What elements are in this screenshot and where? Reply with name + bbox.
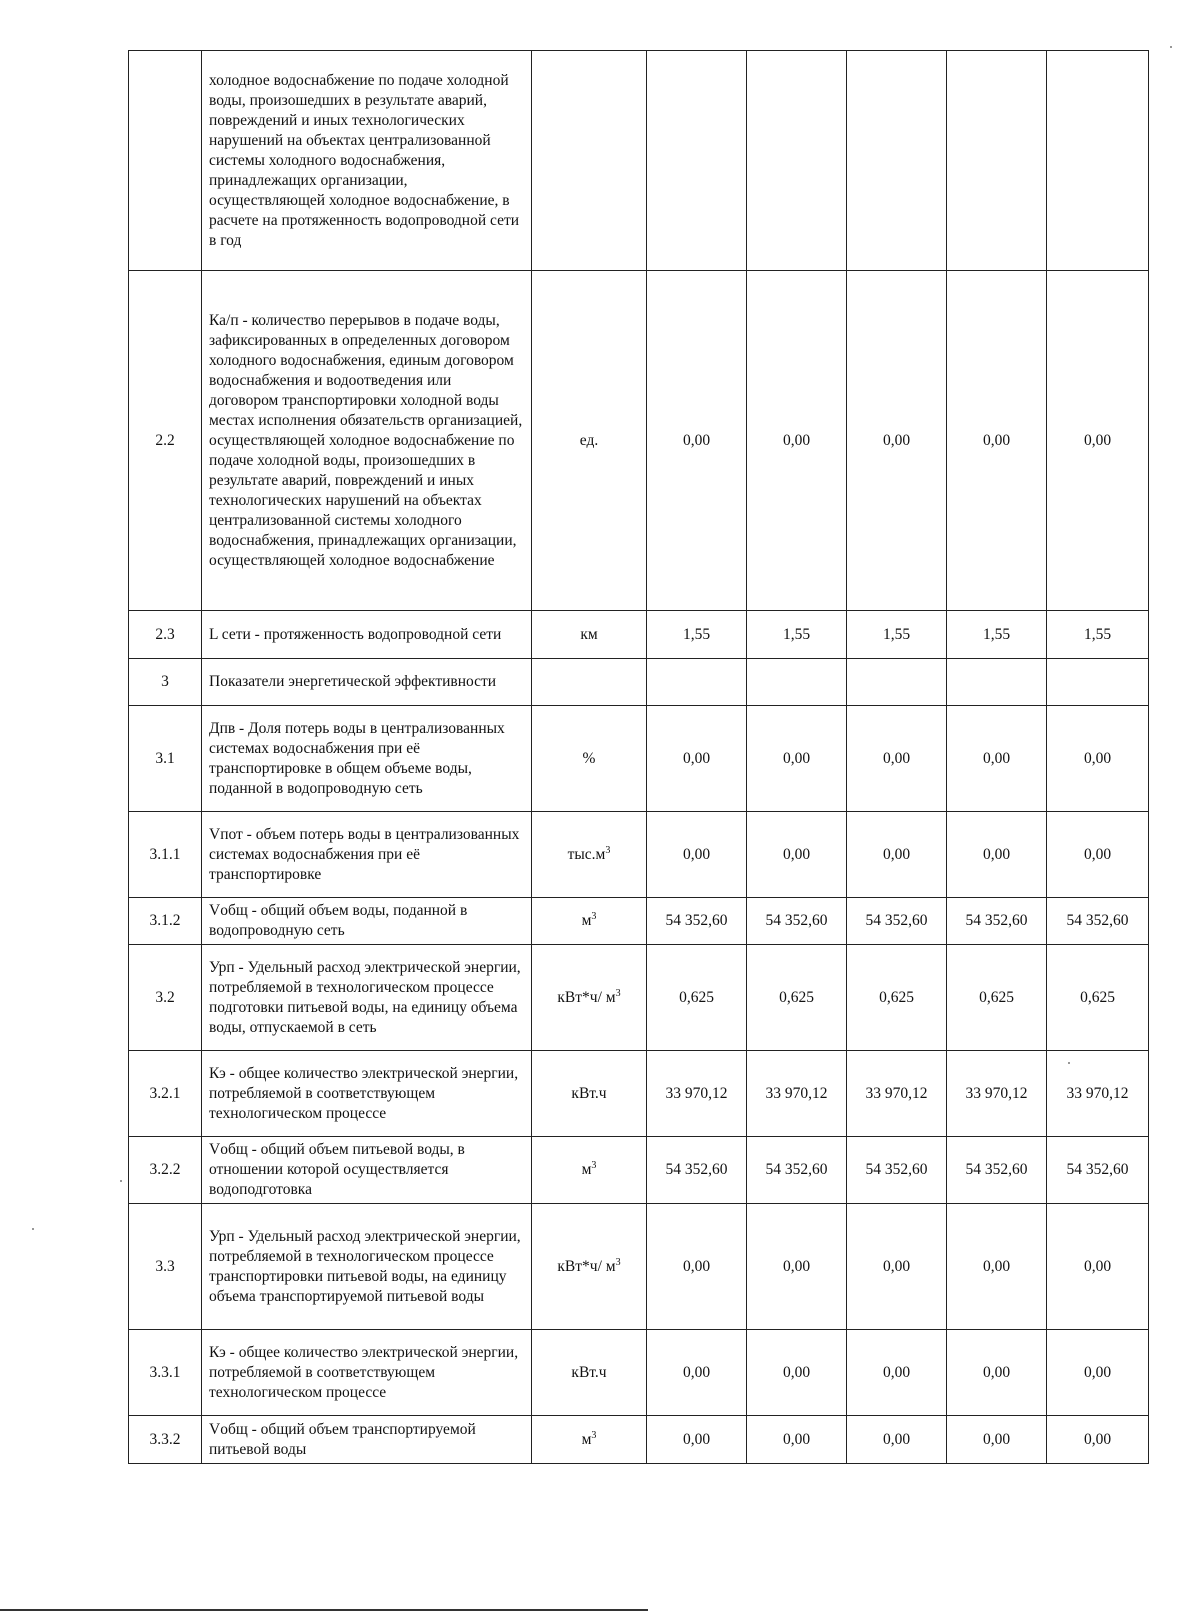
row-number: 2.2 [129, 271, 202, 611]
value-cell: 0,00 [647, 1330, 747, 1416]
indicator-name: Урп - Удельный расход электрической энергии, потребляемой в технологическом процессе подготовки питьевой воды, на единицу объема воды, отпускаемой в сеть [202, 945, 532, 1051]
table-row [129, 611, 1149, 659]
value-cell: 0,00 [947, 1204, 1047, 1330]
value-cell: 0,00 [1047, 706, 1149, 812]
value-cell: 54 352,60 [1047, 1137, 1149, 1204]
row-number: 3.1 [129, 706, 202, 812]
row-number: 3.2.2 [129, 1137, 202, 1204]
value-cell: 0,00 [647, 706, 747, 812]
unit-label: м [581, 1161, 592, 1178]
value-cell [747, 51, 847, 271]
table-row [129, 659, 1149, 706]
value-cell: 0,00 [847, 1330, 947, 1416]
indicator-name: Vобщ - общий объем воды, поданной в водопроводную сеть [202, 898, 532, 945]
value-cell: 0,00 [947, 1416, 1047, 1464]
value-cell: 0,00 [747, 271, 847, 611]
value-cell: 0,625 [847, 945, 947, 1051]
value-cell: 1,55 [847, 611, 947, 659]
indicators-table [128, 50, 1149, 1464]
unit-cell [532, 1051, 647, 1137]
value-cell: 0,00 [647, 1416, 747, 1464]
value-cell [747, 659, 847, 706]
unit-label: м [581, 1430, 592, 1448]
scan-speck [1068, 1062, 1070, 1064]
unit-exponent: 3 [615, 1256, 621, 1268]
table-body [129, 51, 1149, 1464]
unit-label: кВт.ч [571, 1084, 607, 1102]
scan-speck [32, 1228, 34, 1230]
unit-label: км [580, 625, 598, 643]
value-cell: 0,00 [647, 1204, 747, 1330]
table-row [129, 898, 1149, 945]
value-cell: 0,00 [847, 271, 947, 611]
value-cell [1047, 51, 1149, 271]
value-cell: 54 352,60 [947, 1137, 1047, 1204]
unit-cell [532, 945, 647, 1051]
value-cell: 0,00 [947, 706, 1047, 812]
unit-label: % [582, 749, 596, 767]
indicator-name: холодное водоснабжение по подаче холодной воды, произошедших в результате аварий, повреждений и иных технологических нарушений на объектах централизованной системы холодного водоснабжения, принадлежащих организации, осуществляющей холодное водоснабжение, в расчете на протяженность водопроводной сети в год [202, 51, 532, 271]
indicator-name: Показатели энергетической эффективности [202, 659, 532, 706]
value-cell: 1,55 [647, 611, 747, 659]
value-cell: 0,625 [647, 945, 747, 1051]
unit-cell [532, 1416, 647, 1464]
value-cell: 0,00 [1047, 271, 1149, 611]
unit-exponent: 3 [591, 1429, 597, 1441]
value-cell [647, 51, 747, 271]
value-cell: 0,00 [847, 706, 947, 812]
value-cell: 0,00 [947, 1330, 1047, 1416]
value-cell: 0,00 [747, 1416, 847, 1464]
value-cell: 0,625 [1047, 945, 1149, 1051]
unit-label: ед. [579, 431, 599, 449]
value-cell: 0,00 [1047, 812, 1149, 898]
row-number: 3.3.2 [129, 1416, 202, 1464]
value-cell: 33 970,12 [947, 1051, 1047, 1137]
value-cell: 1,55 [1047, 611, 1149, 659]
unit-cell [532, 812, 647, 898]
unit-cell [532, 898, 647, 945]
row-number: 3.3 [129, 1204, 202, 1330]
unit-cell [532, 611, 647, 659]
value-cell: 0,00 [847, 1204, 947, 1330]
unit-cell [532, 1204, 647, 1330]
row-number: 2.3 [129, 611, 202, 659]
value-cell [647, 659, 747, 706]
value-cell [947, 51, 1047, 271]
value-cell: 1,55 [947, 611, 1047, 659]
value-cell: 0,00 [847, 812, 947, 898]
indicator-name: Кэ - общее количество электрической энергии, потребляемой в соответствующем технологическом процессе [202, 1051, 532, 1137]
value-cell [1047, 659, 1149, 706]
table-row [129, 1051, 1149, 1137]
scan-speck [120, 1180, 122, 1182]
value-cell: 33 970,12 [647, 1051, 747, 1137]
value-cell: 54 352,60 [747, 898, 847, 945]
value-cell: 0,00 [947, 812, 1047, 898]
value-cell [847, 51, 947, 271]
value-cell [847, 659, 947, 706]
table-row [129, 1137, 1149, 1204]
unit-exponent: 3 [591, 1160, 597, 1171]
unit-cell [532, 1330, 647, 1416]
unit-cell [532, 659, 647, 706]
row-number: 3.2.1 [129, 1051, 202, 1137]
table-row [129, 706, 1149, 812]
row-number: 3.2 [129, 945, 202, 1051]
table-row [129, 1416, 1149, 1464]
table-row [129, 1330, 1149, 1416]
table-row [129, 51, 1149, 271]
unit-cell [532, 51, 647, 271]
table-row [129, 1204, 1149, 1330]
unit-cell [532, 706, 647, 812]
value-cell: 0,625 [947, 945, 1047, 1051]
value-cell: 0,00 [747, 1330, 847, 1416]
indicator-name: Кэ - общее количество электрической энергии, потребляемой в соответствующем технологическом процессе [202, 1330, 532, 1416]
value-cell: 0,625 [747, 945, 847, 1051]
unit-exponent: 3 [605, 844, 611, 856]
value-cell: 1,55 [747, 611, 847, 659]
unit-label: кВт.ч [571, 1363, 607, 1381]
value-cell: 0,00 [747, 812, 847, 898]
indicator-name: Vпот - объем потерь воды в централизованных системах водоснабжения при её транспортировке [202, 812, 532, 898]
unit-exponent: 3 [615, 987, 621, 999]
unit-label: м [581, 912, 592, 929]
indicator-name: Урп - Удельный расход электрической энергии, потребляемой в технологическом процессе транспортировки питьевой воды, на единицу объема транспортируемой питьевой воды [202, 1204, 532, 1330]
unit-label: кВт*ч/ м [557, 988, 616, 1006]
unit-cell [532, 271, 647, 611]
indicator-name: Ка/п - количество перерывов в подаче воды, зафиксированных в определенных договором холодного водоснабжения, единым договором водоснабжения и водоотведения или договором транспортировки холодной воды местах исполнения обязательств организацией, осуществляющей холодное водоснабжение по подаче холодной воды, произошедших в результате аварий, повреждений и иных технологических нарушений на объектах централизованной системы холодного водоснабжения, принадлежащих организации, осуществляющей холодное водоснабжение [202, 271, 532, 611]
value-cell: 54 352,60 [647, 898, 747, 945]
value-cell: 0,00 [1047, 1330, 1149, 1416]
indicator-name: Vобщ - общий объем питьевой воды, в отношении которой осуществляется водоподготовка [202, 1137, 532, 1204]
unit-cell [532, 1137, 647, 1204]
row-number: 3.1.2 [129, 898, 202, 945]
value-cell: 0,00 [647, 812, 747, 898]
value-cell: 54 352,60 [847, 898, 947, 945]
indicator-name: Vобщ - общий объем транспортируемой питьевой воды [202, 1416, 532, 1464]
unit-label: кВт*ч/ м [557, 1257, 616, 1275]
table-row [129, 945, 1149, 1051]
unit-exponent: 3 [591, 911, 597, 922]
indicator-name: Дпв - Доля потерь воды в централизованных системах водоснабжения при её транспортировке в общем объеме воды, поданной в водопроводную сеть [202, 706, 532, 812]
table-row [129, 812, 1149, 898]
row-number: 3.1.1 [129, 812, 202, 898]
page-bottom-rule [0, 1609, 648, 1611]
row-number: 3.3.1 [129, 1330, 202, 1416]
value-cell: 0,00 [1047, 1204, 1149, 1330]
scan-speck [1170, 46, 1172, 48]
value-cell: 54 352,60 [847, 1137, 947, 1204]
value-cell: 54 352,60 [747, 1137, 847, 1204]
value-cell: 0,00 [747, 706, 847, 812]
value-cell: 0,00 [747, 1204, 847, 1330]
value-cell: 0,00 [647, 271, 747, 611]
unit-label: тыс.м [567, 845, 606, 863]
value-cell: 33 970,12 [747, 1051, 847, 1137]
value-cell [947, 659, 1047, 706]
value-cell: 33 970,12 [847, 1051, 947, 1137]
value-cell: 54 352,60 [947, 898, 1047, 945]
value-cell: 33 970,12 [1047, 1051, 1149, 1137]
value-cell: 54 352,60 [647, 1137, 747, 1204]
indicator-name: L сети - протяженность водопроводной сети [202, 611, 532, 659]
value-cell: 0,00 [947, 271, 1047, 611]
row-number: 3 [129, 659, 202, 706]
row-number [129, 51, 202, 271]
value-cell: 54 352,60 [1047, 898, 1149, 945]
value-cell: 0,00 [847, 1416, 947, 1464]
value-cell: 0,00 [1047, 1416, 1149, 1464]
table-row [129, 271, 1149, 611]
